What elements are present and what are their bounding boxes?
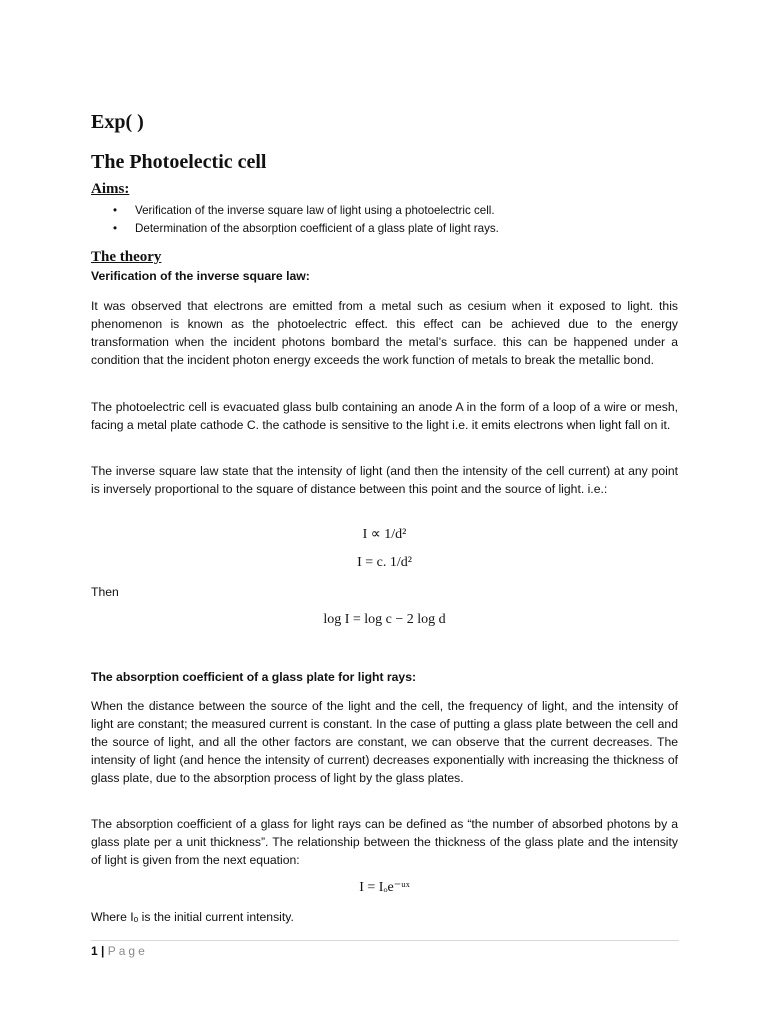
footer-divider [91, 940, 679, 941]
aim-text: Determination of the absorption coefficient of a glass plate of light rays. [135, 222, 499, 235]
theory-heading: The theory [91, 249, 162, 265]
paragraph-inverse-square-law: The inverse square law state that the intensity of light (and then the intensity of the cell current) at any point is inversely proportional to the square of distance between this point and the source of light. i.e.: [91, 464, 678, 496]
equation-log: log I = log c − 2 log d [323, 612, 446, 627]
paragraph-photoelectric-cell: The photoelectric cell is evacuated glass bulb containing an anode A in the form of a loop of a wire or mesh, facing a metal plate cathode C. the cathode is sensitive to the light i.e. it emits electrons when light fall on it. [91, 400, 678, 432]
page-title: The Photoelectic cell [91, 151, 267, 173]
page-number: 1 [91, 944, 98, 958]
paragraph-absorption: When the distance between the source of the light and the cell, the frequency of light, and the intensity of light are constant; the measured current is constant. In the case of putting a glass plate between the cell and the source of light, and all the other factors are constant, we can observe that the current decreases. The intensity of light (and hence the intensity of current) decreases exponentially with increasing the thickness of glass plate, due to the absorption process of light by the glass plates. [91, 699, 678, 785]
absorption-subheading: The absorption coefficient of a glass plate for light rays: [91, 670, 417, 684]
bullet-icon: • [113, 222, 118, 235]
experiment-number: Exp( ) [91, 111, 144, 133]
page-footer [91, 944, 148, 958]
paragraph-photoelectric-effect: It was observed that electrons are emitted from a metal such as cesium when it exposed to light. this phenomenon is known as the photoelectric effect. this effect can be achieved due to the energy transformation when the incident photons bombard the metal’s surface. this can be happened under a condition that the incident photon energy exceeds the work function of metals to break the metallic bond. [91, 299, 678, 367]
aims-list [113, 202, 499, 238]
paragraph-absorption-coefficient: The absorption coefficient of a glass for light rays can be defined as “the number of absorbed photons by a glass plate per a unit thickness”. The relationship between the thickness of the glass plate and the intensity of light is given from the next equation: [91, 817, 678, 867]
equation-proportional: I ∝ 1/d² [362, 527, 407, 542]
inverse-square-subheading: Verification of the inverse square law: [91, 269, 310, 283]
page-label: Page [107, 944, 148, 958]
paragraph-initial-intensity: Where Iₒ is the initial current intensity. [91, 910, 294, 924]
aims-heading: Aims: [91, 181, 130, 197]
then-label: Then [91, 585, 119, 599]
equation-constant: I = c. 1/d² [357, 555, 412, 570]
aim-text: Verification of the inverse square law of light using a photoelectric cell. [135, 204, 495, 217]
footer-separator: | [101, 944, 105, 958]
list-item [113, 220, 499, 238]
equation-exponential: I = Iₒe⁻ᵘˣ [359, 880, 410, 895]
list-item [113, 202, 499, 220]
bullet-icon: • [113, 204, 118, 217]
